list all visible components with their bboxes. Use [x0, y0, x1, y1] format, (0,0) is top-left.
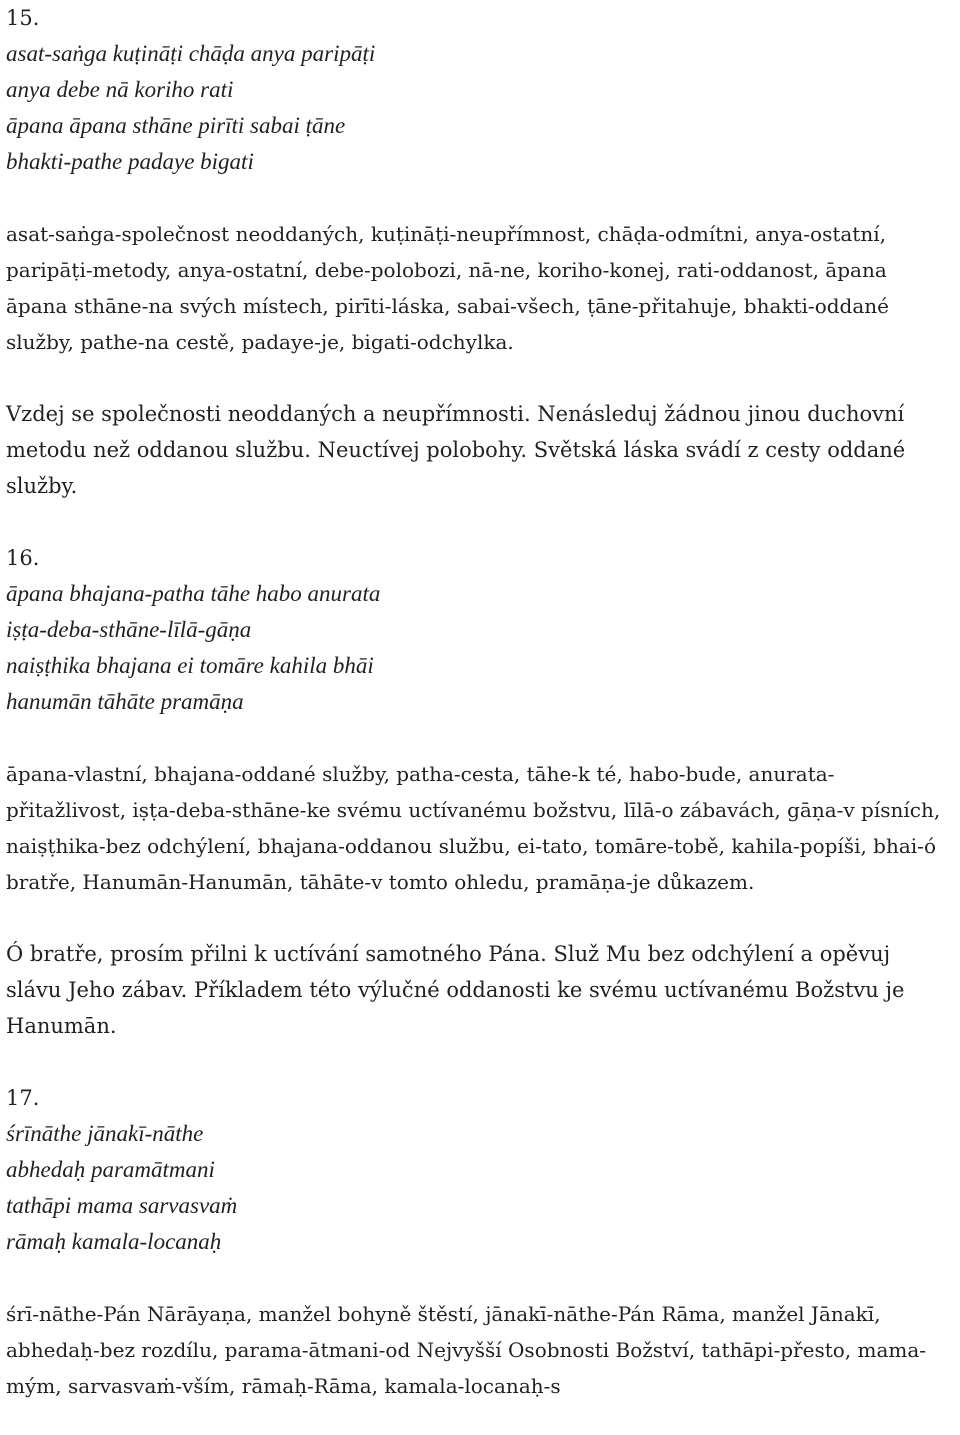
- sanskrit-line: āpana bhajana-patha tāhe habo anurata: [6, 581, 381, 606]
- verse-15: [6, 0, 951, 540]
- verse-17: [6, 1080, 951, 1404]
- sanskrit-line: tathāpi mama sarvasvaṁ: [6, 1193, 238, 1218]
- word-synonyms: asat-saṅga-společnost neoddaných, kuṭināṭi-neupřímnost, chāḍa-odmítni, anya-ostatní, paripāṭi-metody, anya-ostatní, debe-polobozi, nā-ne, koriho-konej, rati-oddanost, āpana āpana sthāne-na svých místech, pirīti-láska, sabai-všech, ṭāne-přitahuje, bhakti-oddané služby, pathe-na cestě, padaye-je, bigati-odchylka.: [6, 222, 889, 354]
- document-page: [6, 0, 951, 1404]
- verse-16: [6, 540, 951, 1080]
- translation: Ó bratře, prosím přilni k uctívání samotného Pána. Služ Mu bez odchýlení a opěvuj slávu Jeho zábav. Příkladem této výlučné oddanosti ke svému uctívanému Božstvu je Hanumān.: [6, 942, 905, 1038]
- sanskrit-verse: [6, 36, 951, 180]
- verse-number: 17.: [6, 1086, 40, 1110]
- word-synonyms: śrī-nāthe-Pán Nārāyaṇa, manžel bohyně štěstí, jānakī-nāthe-Pán Rāma, manžel Jānakī, abhedaḥ-bez rozdílu, parama-ātmani-od Nejvyšší Osobnosti Božství, tathāpi-přesto, mama-mým, sarvasvaṁ-vším, rāmaḥ-Rāma, kamala-locanaḥ-s: [6, 1302, 927, 1398]
- sanskrit-line: asat-saṅga kuṭināṭi chāḍa anya paripāṭi: [6, 41, 376, 66]
- sanskrit-line: rāmaḥ kamala-locanaḥ: [6, 1229, 222, 1254]
- sanskrit-line: iṣṭa-deba-sthāne-līlā-gāṇa: [6, 617, 252, 642]
- sanskrit-line: śrīnāthe jānakī-nāthe: [6, 1121, 204, 1146]
- sanskrit-line: bhakti-pathe padaye bigati: [6, 149, 254, 174]
- verse-number: 16.: [6, 546, 40, 570]
- word-synonyms: āpana-vlastní, bhajana-oddané služby, patha-cesta, tāhe-k té, habo-bude, anurata-přitažlivost, iṣṭa-deba-sthāne-ke svému uctívanému božstvu, līlā-o zábavách, gāṇa-v písních, naiṣṭhika-bez odchýlení, bhajana-oddanou službu, ei-tato, tomāre-tobě, kahila-popíši, bhai-ó bratře, Hanumān-Hanumān, tāhāte-v tomto ohledu, pramāṇa-je důkazem.: [6, 762, 941, 894]
- sanskrit-line: hanumān tāhāte pramāṇa: [6, 689, 244, 714]
- sanskrit-verse: [6, 576, 951, 720]
- sanskrit-line: āpana āpana sthāne pirīti sabai ṭāne: [6, 113, 346, 138]
- sanskrit-verse: [6, 1116, 951, 1260]
- translation: Vzdej se společnosti neoddaných a neupřímnosti. Nenásleduj žádnou jinou duchovní metodu než oddanou službu. Neuctívej polobohy. Světská láska svádí z cesty oddané služby.: [6, 402, 906, 498]
- verse-number: 15.: [6, 6, 40, 30]
- sanskrit-line: naiṣṭhika bhajana ei tomāre kahila bhāi: [6, 653, 374, 678]
- sanskrit-line: abhedaḥ paramātmani: [6, 1157, 215, 1182]
- sanskrit-line: anya debe nā koriho rati: [6, 77, 234, 102]
